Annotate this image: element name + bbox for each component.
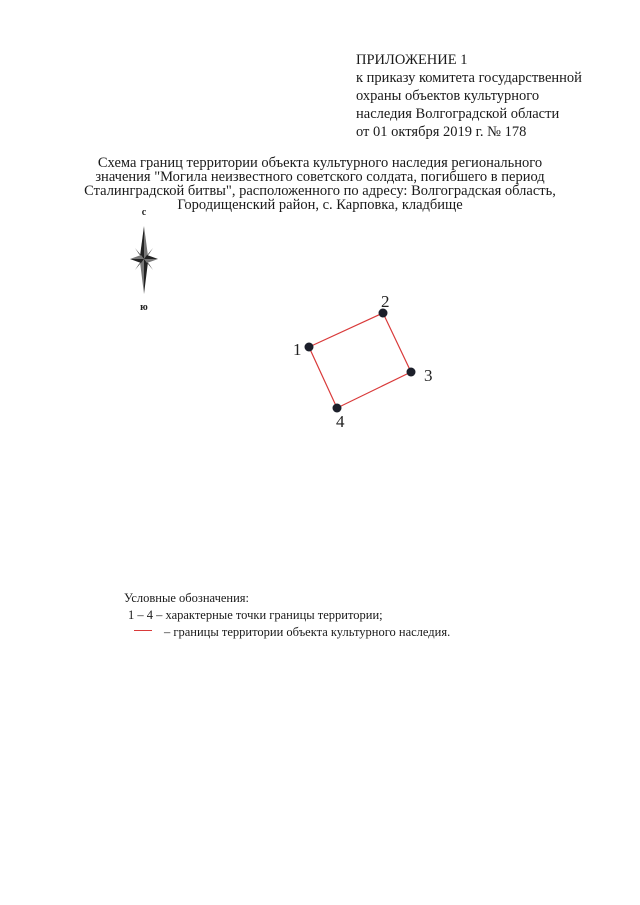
territory-boundary-line	[309, 313, 411, 408]
boundary-point-1	[305, 343, 314, 352]
appendix-line: к приказу комитета государственной	[356, 70, 582, 86]
legend-line-row	[124, 624, 450, 641]
title-line: значения "Могила неизвестного советского солдата, погибшего в период	[95, 169, 545, 185]
appendix-line: охраны объектов культурного	[356, 88, 540, 104]
boundary-point-label-4: 4	[336, 412, 345, 431]
appendix-line: ПРИЛОЖЕНИЕ 1	[356, 52, 468, 68]
appendix-line: наследия Волгоградской области	[356, 106, 560, 122]
compass-south-label: ю	[140, 302, 148, 313]
legend-heading: Условные обозначения:	[124, 591, 250, 605]
boundary-line-sample-icon	[134, 630, 152, 631]
boundary-point-label-3: 3	[424, 366, 433, 385]
legend-points-text: 1 – 4 – характерные точки границы территории;	[128, 608, 383, 622]
legend-line-text: – границы территории объекта культурного наследия.	[164, 625, 451, 639]
compass-north-label: с	[141, 207, 147, 218]
boundary-point-label-1: 1	[293, 340, 302, 359]
map-legend	[124, 590, 450, 641]
boundary-point-label-2: 2	[381, 292, 390, 311]
title-line: Сталинградской битвы", расположенного по адресу: Волгоградская область,	[84, 183, 556, 199]
compass-rose-icon	[130, 207, 158, 313]
title-line: Схема границ территории объекта культурного наследия регионального	[97, 155, 543, 171]
appendix-line: от 01 октября 2019 г. № 178	[356, 124, 527, 140]
title-line: Городищенский район, с. Карповка, кладбище	[177, 197, 463, 213]
boundary-point-3	[407, 368, 416, 377]
